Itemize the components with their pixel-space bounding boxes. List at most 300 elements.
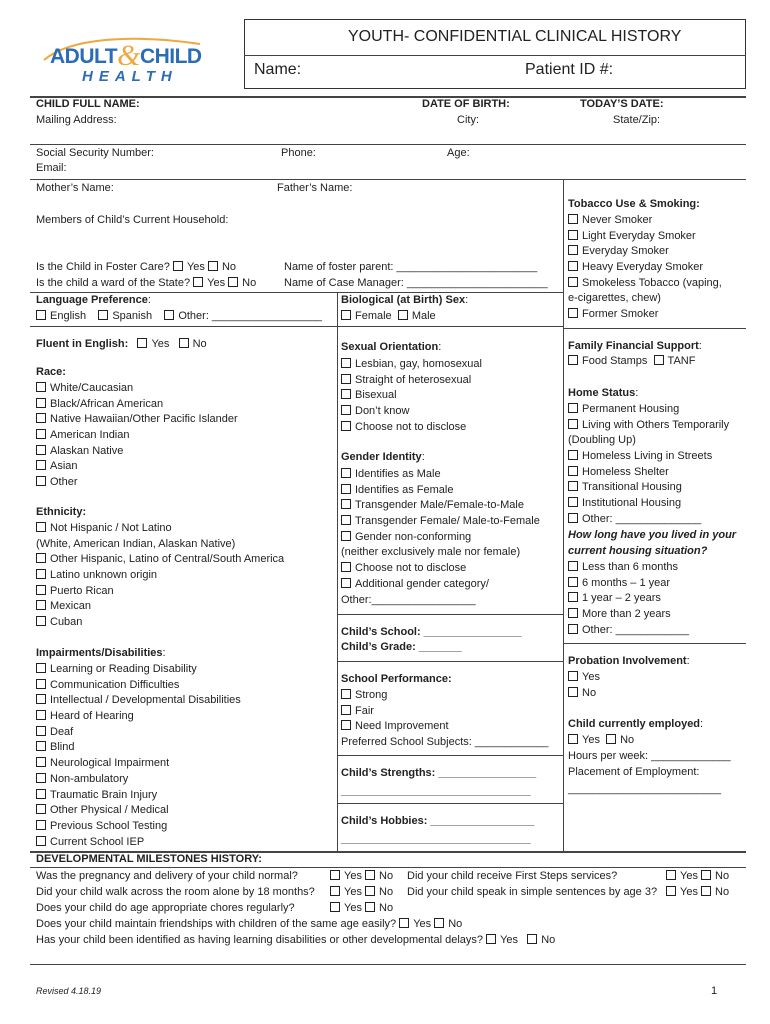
- performance-checkbox[interactable]: [341, 720, 351, 730]
- impairment-checkbox[interactable]: [36, 820, 46, 830]
- ethnicity-checkbox[interactable]: [36, 553, 46, 563]
- ward-text: Is the child a ward of the State?: [36, 277, 191, 289]
- impairment-label: Non-ambulatory: [50, 772, 129, 785]
- q7-no-checkbox[interactable]: [527, 934, 537, 944]
- home-status-title-text: Home Status: [568, 387, 636, 399]
- gender-label: Transgender Female/ Male-to-Female: [355, 515, 540, 528]
- tobacco-label: Light Everyday Smoker: [582, 229, 696, 242]
- q3-no-checkbox[interactable]: [365, 886, 375, 896]
- email-label: Email:: [36, 162, 67, 174]
- impairment-checkbox[interactable]: [36, 836, 46, 846]
- housing-duration-item[interactable]: [568, 607, 689, 623]
- ethnicity-item[interactable]: [36, 568, 284, 584]
- fluent-english-row: [36, 338, 207, 350]
- orientation-item[interactable]: [341, 373, 482, 389]
- milestone-q6: Does your child maintain friendships with children of the same age easily?: [36, 918, 397, 930]
- probation-yes-label: Yes: [582, 671, 600, 683]
- household-label: Members of Child’s Current Household:: [36, 214, 229, 226]
- home-status-colon: :: [635, 387, 639, 399]
- race-checkbox[interactable]: [36, 398, 46, 408]
- gender-item[interactable]: [341, 577, 540, 593]
- milestones-title: DEVELOPMENTAL MILESTONES HISTORY:: [36, 853, 262, 865]
- employed-no-checkbox[interactable]: [606, 734, 616, 744]
- q5-yes-checkbox[interactable]: [330, 902, 340, 912]
- q7-yes-checkbox[interactable]: [486, 934, 496, 944]
- tobacco-checkbox[interactable]: [568, 230, 578, 240]
- q6-no-checkbox[interactable]: [434, 918, 444, 928]
- impairment-checkbox[interactable]: [36, 804, 46, 814]
- ethnicity-title: Ethnicity:: [36, 506, 87, 518]
- home-status-checkbox[interactable]: [568, 466, 578, 476]
- gender-checkbox[interactable]: [341, 578, 351, 588]
- gender-item[interactable]: [341, 483, 540, 499]
- rule-2: [30, 144, 746, 145]
- performance-title: School Performance:: [341, 673, 452, 685]
- home-status-item[interactable]: [568, 512, 729, 528]
- impairments-title: [36, 647, 166, 659]
- probation-list: [568, 670, 600, 701]
- gender-note: (neither exclusively male nor female): [341, 546, 521, 559]
- logo-health: HEALTH: [82, 68, 178, 85]
- female-label: Female: [355, 310, 392, 322]
- gender-colon: :: [421, 451, 425, 463]
- strengths-field[interactable]: Child’s Strengths: ________________: [341, 767, 537, 779]
- housing-duration-checkbox[interactable]: [568, 592, 578, 602]
- home-status-checkbox[interactable]: [568, 419, 578, 429]
- impairment-item[interactable]: [36, 803, 241, 819]
- milestone-q5-options: [330, 902, 393, 914]
- q6-no-label: No: [448, 918, 463, 930]
- performance-checkbox[interactable]: [341, 705, 351, 715]
- hours-per-week-field[interactable]: Hours per week: _____________: [568, 750, 731, 762]
- probation-no-label: No: [582, 686, 597, 699]
- mailing-address-label: Mailing Address:: [36, 114, 117, 126]
- orientation-checkbox[interactable]: [341, 421, 351, 431]
- impairment-label: Intellectual / Developmental Disabilities: [50, 694, 241, 707]
- performance-item[interactable]: [341, 704, 548, 720]
- race-label: Black/African American: [50, 397, 164, 410]
- probation-colon: :: [686, 655, 690, 667]
- home-status-label: Homeless Living in Streets: [582, 450, 713, 463]
- rule-7: [337, 614, 563, 615]
- gender-label: Transgender Male/Female-to-Male: [355, 499, 524, 512]
- probation-item[interactable]: [568, 686, 600, 702]
- tobacco-note: e-cigarettes, chew): [568, 292, 661, 305]
- food-stamps-checkbox[interactable]: [568, 355, 578, 365]
- ethnicity-label: Cuban: [50, 616, 83, 629]
- ethnicity-checkbox[interactable]: [36, 522, 46, 532]
- ethnicity-checkbox[interactable]: [36, 600, 46, 610]
- gender-title: [341, 451, 425, 463]
- orientation-title: [341, 341, 441, 353]
- race-checkbox[interactable]: [36, 445, 46, 455]
- race-item[interactable]: [36, 475, 238, 491]
- ethnicity-item[interactable]: [36, 521, 284, 537]
- gender-item[interactable]: [341, 467, 540, 483]
- impairment-checkbox[interactable]: [36, 679, 46, 689]
- ethnicity-item[interactable]: [36, 615, 284, 631]
- name-field[interactable]: Name:: [254, 61, 302, 78]
- race-item[interactable]: [36, 381, 238, 397]
- ethnicity-item[interactable]: [36, 599, 284, 615]
- housing-duration-checkbox[interactable]: [568, 577, 578, 587]
- logo-ampersand: &: [117, 39, 140, 72]
- performance-list: [341, 688, 548, 751]
- todays-date-label: TODAY’S DATE:: [580, 98, 664, 110]
- race-checkbox[interactable]: [36, 476, 46, 486]
- orientation-label: Choose not to disclose: [355, 420, 467, 433]
- foster-yes-checkbox[interactable]: [173, 261, 183, 271]
- ethnicity-label: Not Hispanic / Not Latino: [50, 522, 172, 534]
- housing-duration-checkbox[interactable]: [568, 561, 578, 571]
- home-status-checkbox[interactable]: [568, 403, 578, 413]
- fluent-no-checkbox[interactable]: [179, 338, 189, 348]
- performance-label: Need Improvement: [355, 720, 449, 733]
- q3-yes-checkbox[interactable]: [330, 886, 340, 896]
- gender-checkbox[interactable]: [341, 499, 351, 509]
- performance-item[interactable]: [341, 719, 548, 735]
- race-checkbox[interactable]: [36, 413, 46, 423]
- case-manager-field[interactable]: Name of Case Manager: _______________________: [284, 277, 548, 289]
- q2-yes-checkbox[interactable]: [666, 870, 676, 880]
- orientation-list: [341, 357, 482, 435]
- city-label: City:: [457, 114, 479, 126]
- employed-no-label: No: [620, 734, 635, 746]
- hobbies-line[interactable]: _______________________________: [341, 833, 531, 845]
- orientation-checkbox[interactable]: [341, 358, 351, 368]
- probation-title: [568, 655, 690, 667]
- housing-duration-other-field[interactable]: Other: ____________: [582, 623, 690, 636]
- home-status-other-field[interactable]: Other: ______________: [582, 512, 702, 525]
- home-status-checkbox[interactable]: [568, 481, 578, 491]
- home-status-list: [568, 402, 729, 528]
- gender-checkbox[interactable]: [341, 484, 351, 494]
- rule-4: [30, 292, 563, 293]
- milestone-q7: Has your child been identified as having learning disabilities or other developmental delays?: [36, 934, 483, 946]
- impairment-checkbox[interactable]: [36, 663, 46, 673]
- q1-no-checkbox[interactable]: [365, 870, 375, 880]
- tobacco-label: Former Smoker: [582, 308, 659, 321]
- gender-checkbox[interactable]: [341, 531, 351, 541]
- ward-yes-label: Yes: [207, 277, 226, 289]
- gender-item[interactable]: [341, 561, 540, 577]
- impairment-item[interactable]: [36, 725, 241, 741]
- housing-duration-label: 1 year – 2 years: [582, 592, 661, 605]
- home-status-checkbox[interactable]: [568, 450, 578, 460]
- tobacco-item[interactable]: [568, 260, 722, 276]
- housing-duration-list: [568, 560, 689, 638]
- tobacco-checkbox[interactable]: [568, 308, 578, 318]
- financial-title-text: Family Financial Support: [568, 340, 699, 352]
- other-language-field[interactable]: Other: __________________: [178, 310, 323, 322]
- home-status-label: Living with Others Temporarily: [582, 418, 730, 431]
- ethnicity-label: Other Hispanic, Latino of Central/South America: [50, 553, 285, 566]
- employed-yes-checkbox[interactable]: [568, 734, 578, 744]
- race-label: White/Caucasian: [50, 382, 134, 394]
- impairment-label: Heard of Hearing: [50, 710, 134, 723]
- foster-yes-label: Yes: [186, 261, 205, 273]
- tobacco-checkbox[interactable]: [568, 245, 578, 255]
- preferred-subjects-field[interactable]: Preferred School Subjects: ____________: [341, 736, 549, 749]
- fluent-yes-label: Yes: [151, 338, 170, 350]
- impairment-label: Blind: [50, 741, 75, 754]
- ward-yes-checkbox[interactable]: [193, 277, 203, 287]
- fluent-yes-checkbox[interactable]: [137, 338, 147, 348]
- foster-parent-field[interactable]: Name of foster parent: _______________________: [284, 261, 538, 273]
- orientation-item[interactable]: [341, 420, 482, 436]
- gender-checkbox[interactable]: [341, 468, 351, 478]
- impairment-item[interactable]: [36, 678, 241, 694]
- financial-colon: :: [698, 340, 702, 352]
- foster-care-question: [36, 261, 236, 273]
- home-status-item[interactable]: [568, 496, 729, 512]
- gender-label: Additional gender category/: [355, 577, 489, 590]
- impairment-item[interactable]: [36, 709, 241, 725]
- logo: [50, 37, 202, 71]
- milestone-q3: Did your child walk across the room alone by 18 months?: [36, 886, 315, 898]
- ward-question: [36, 277, 256, 289]
- probation-no-checkbox[interactable]: [568, 687, 578, 697]
- hobbies-field[interactable]: Child’s Hobbies: _________________: [341, 815, 535, 827]
- ward-no-checkbox[interactable]: [228, 277, 238, 287]
- state-zip-label: State/Zip:: [613, 114, 661, 126]
- ethnicity-checkbox[interactable]: [36, 569, 46, 579]
- q2-yes-label: Yes: [680, 870, 698, 882]
- q6-yes-label: Yes: [413, 918, 432, 930]
- q2-no-checkbox[interactable]: [701, 870, 711, 880]
- father-name-label: Father’s Name:: [277, 182, 353, 194]
- tobacco-label: Everyday Smoker: [582, 245, 669, 258]
- tanf-label: TANF: [667, 355, 696, 367]
- probation-yes-checkbox[interactable]: [568, 671, 578, 681]
- impairment-item[interactable]: [36, 693, 241, 709]
- orientation-item[interactable]: [341, 404, 482, 420]
- orientation-checkbox[interactable]: [341, 405, 351, 415]
- home-status-item[interactable]: [568, 418, 729, 434]
- rule-5: [30, 326, 337, 327]
- orientation-title-text: Sexual Orientation: [341, 341, 439, 353]
- tobacco-title: Tobacco Use & Smoking:: [568, 198, 700, 210]
- placement-field[interactable]: _________________________: [568, 783, 721, 795]
- tanf-checkbox[interactable]: [654, 355, 664, 365]
- tobacco-checkbox[interactable]: [568, 214, 578, 224]
- q5-no-label: No: [379, 902, 394, 914]
- impairment-checkbox[interactable]: [36, 757, 46, 767]
- orientation-colon: :: [438, 341, 442, 353]
- impairment-item[interactable]: [36, 772, 241, 788]
- housing-duration-checkbox[interactable]: [568, 624, 578, 634]
- orientation-label: Bisexual: [355, 389, 397, 402]
- impairments-colon: :: [162, 647, 166, 659]
- food-stamps-label: Food Stamps: [582, 355, 648, 367]
- tobacco-item[interactable]: [568, 307, 722, 323]
- housing-duration-question-2: current housing situation?: [568, 545, 708, 557]
- language-colon: :: [147, 294, 151, 306]
- impairment-label: Previous School Testing: [50, 819, 168, 832]
- patient-id-field[interactable]: Patient ID #:: [525, 61, 614, 78]
- orientation-item[interactable]: [341, 357, 482, 373]
- race-label: Native Hawaiian/Other Pacific Islander: [50, 413, 238, 426]
- race-item[interactable]: [36, 428, 238, 444]
- tobacco-item[interactable]: [568, 213, 722, 229]
- ethnicity-checkbox[interactable]: [36, 585, 46, 595]
- performance-checkbox[interactable]: [341, 689, 351, 699]
- revised-date: Revised 4.18.19: [36, 986, 102, 996]
- q3-yes-label: Yes: [344, 886, 362, 898]
- orientation-label: Don’t know: [355, 405, 410, 418]
- employed-yes-label: Yes: [582, 734, 600, 746]
- gender-checkbox[interactable]: [341, 515, 351, 525]
- male-checkbox[interactable]: [398, 310, 408, 320]
- logo-child: CHILD: [139, 45, 202, 68]
- q4-no-checkbox[interactable]: [701, 886, 711, 896]
- ssn-label: Social Security Number:: [36, 147, 154, 159]
- mother-name-label: Mother’s Name:: [36, 182, 114, 194]
- impairment-item[interactable]: [36, 756, 241, 772]
- bio-sex-colon: :: [465, 294, 469, 306]
- header-divider: [244, 55, 746, 56]
- impairment-item[interactable]: [36, 740, 241, 756]
- q2-no-label: No: [715, 870, 730, 882]
- rule-12: [563, 643, 746, 644]
- language-options: [36, 310, 322, 322]
- milestone-q3-options: [330, 886, 393, 898]
- probation-title-text: Probation Involvement: [568, 655, 687, 667]
- milestone-q1: Was the pregnancy and delivery of your child normal?: [36, 870, 298, 882]
- impairment-label: Other Physical / Medical: [50, 804, 169, 817]
- race-checkbox[interactable]: [36, 429, 46, 439]
- impairment-checkbox[interactable]: [36, 773, 46, 783]
- school-field[interactable]: Child’s School: ________________: [341, 626, 522, 638]
- impairment-checkbox[interactable]: [36, 741, 46, 751]
- race-item[interactable]: [36, 444, 238, 460]
- impairment-label: Traumatic Brain Injury: [50, 788, 158, 801]
- female-checkbox[interactable]: [341, 310, 351, 320]
- impairment-checkbox[interactable]: [36, 694, 46, 704]
- fluent-no-label: No: [192, 338, 207, 350]
- gender-label: Identifies as Male: [355, 468, 441, 480]
- ethnicity-note: (White, American Indian, Alaskan Native): [36, 537, 236, 550]
- race-checkbox[interactable]: [36, 382, 46, 392]
- gender-checkbox[interactable]: [341, 562, 351, 572]
- ethnicity-item[interactable]: [36, 552, 284, 568]
- home-status-checkbox[interactable]: [568, 497, 578, 507]
- other-language-checkbox[interactable]: [164, 310, 174, 320]
- foster-no-checkbox[interactable]: [208, 261, 218, 271]
- race-title: Race:: [36, 366, 66, 378]
- housing-duration-label: Less than 6 months: [582, 561, 679, 573]
- race-list: [36, 381, 238, 491]
- housing-duration-item[interactable]: [568, 560, 689, 576]
- housing-duration-checkbox[interactable]: [568, 608, 578, 618]
- housing-duration-item[interactable]: [568, 623, 689, 639]
- tobacco-label: Smokeless Tobacco (vaping,: [582, 276, 722, 289]
- tobacco-item[interactable]: [568, 276, 722, 292]
- impairment-checkbox[interactable]: [36, 710, 46, 720]
- race-label: American Indian: [50, 429, 130, 442]
- impairment-checkbox[interactable]: [36, 726, 46, 736]
- employed-title: [568, 718, 703, 730]
- q5-no-checkbox[interactable]: [365, 902, 375, 912]
- orientation-item[interactable]: [341, 388, 482, 404]
- orientation-label: Lesbian, gay, homosexual: [355, 358, 482, 370]
- tobacco-checkbox[interactable]: [568, 277, 578, 287]
- home-status-checkbox[interactable]: [568, 513, 578, 523]
- age-label: Age:: [447, 147, 470, 159]
- q4-yes-checkbox[interactable]: [666, 886, 676, 896]
- housing-duration-item[interactable]: [568, 576, 689, 592]
- rule-10: [337, 803, 563, 804]
- gender-item[interactable]: [341, 514, 540, 530]
- q5-yes-label: Yes: [344, 902, 362, 914]
- rule-8: [337, 661, 563, 662]
- rule-9: [337, 755, 563, 756]
- gender-item[interactable]: [341, 530, 540, 546]
- gender-item[interactable]: [341, 498, 540, 514]
- race-item[interactable]: [36, 459, 238, 475]
- ethnicity-label: Mexican: [50, 600, 91, 613]
- race-checkbox[interactable]: [36, 460, 46, 470]
- gender-other-field[interactable]: Other:_________________: [341, 593, 476, 606]
- ethnicity-item[interactable]: [36, 584, 284, 600]
- tobacco-item[interactable]: [568, 244, 722, 260]
- orientation-checkbox[interactable]: [341, 389, 351, 399]
- impairment-label: Current School IEP: [50, 835, 145, 848]
- impairment-item[interactable]: [36, 819, 241, 835]
- language-title: [36, 294, 151, 306]
- strengths-line[interactable]: _______________________________: [341, 785, 531, 797]
- housing-duration-label: More than 2 years: [582, 608, 671, 621]
- probation-item[interactable]: [568, 670, 600, 686]
- gender-list: [341, 467, 540, 608]
- grade-field[interactable]: Child’s Grade: _______: [341, 641, 462, 653]
- home-status-item[interactable]: [568, 449, 729, 465]
- impairment-item[interactable]: [36, 835, 241, 851]
- q3-no-label: No: [379, 886, 394, 898]
- impairment-item[interactable]: [36, 788, 241, 804]
- tobacco-checkbox[interactable]: [568, 261, 578, 271]
- tobacco-item[interactable]: [568, 229, 722, 245]
- rule-11: [563, 328, 746, 329]
- impairment-item[interactable]: [36, 662, 241, 678]
- q6-yes-checkbox[interactable]: [399, 918, 409, 928]
- bio-sex-options: [341, 310, 436, 322]
- race-item[interactable]: [36, 397, 238, 413]
- q1-yes-checkbox[interactable]: [330, 870, 340, 880]
- english-checkbox[interactable]: [36, 310, 46, 320]
- impairment-checkbox[interactable]: [36, 789, 46, 799]
- q4-yes-label: Yes: [680, 886, 698, 898]
- home-status-title: [568, 387, 638, 399]
- rule-14: [30, 867, 746, 868]
- impairment-label: Learning or Reading Disability: [50, 663, 197, 675]
- ethnicity-checkbox[interactable]: [36, 616, 46, 626]
- milestone-q6-row: [36, 918, 462, 930]
- housing-duration-item[interactable]: [568, 591, 689, 607]
- home-status-item[interactable]: [568, 465, 729, 481]
- orientation-checkbox[interactable]: [341, 374, 351, 384]
- spanish-checkbox[interactable]: [98, 310, 108, 320]
- race-item[interactable]: [36, 412, 238, 428]
- performance-item[interactable]: [341, 688, 548, 704]
- milestone-q2-options: [666, 870, 729, 882]
- logo-adult: ADULT: [50, 45, 118, 68]
- home-status-item[interactable]: [568, 480, 729, 496]
- milestone-q2: Did your child receive First Steps services?: [407, 870, 618, 882]
- spanish-label: Spanish: [112, 310, 153, 322]
- bio-sex-title: [341, 294, 468, 306]
- home-status-item[interactable]: [568, 402, 729, 418]
